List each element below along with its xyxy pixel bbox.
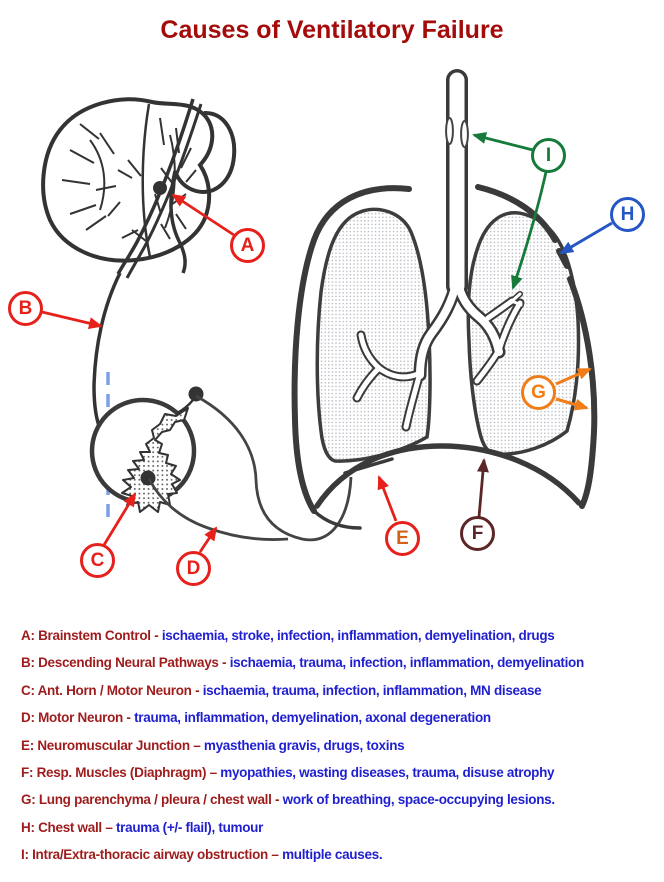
label-h: H — [610, 197, 645, 232]
label-c: C — [80, 543, 115, 578]
legend-item-g — [21, 786, 657, 813]
legend-causes: multiple causes. — [282, 847, 383, 863]
legend-causes: ischaemia, trauma, infection, inflammation, MN disease — [202, 682, 542, 698]
legend-term: H: Chest wall – — [21, 819, 116, 835]
label-d: D — [176, 551, 211, 586]
left-lung — [317, 209, 430, 461]
arrow-f — [479, 460, 484, 517]
legend-causes: myopathies, wasting diseases, trauma, disuse atrophy — [220, 765, 555, 781]
label-e: E — [385, 521, 420, 556]
legend-term: G: Lung parenchyma / pleura / chest wall - — [21, 792, 283, 808]
legend-item-c — [21, 677, 657, 704]
legend-causes: ischaemia, trauma, infection, inflammation, demyelination — [229, 655, 584, 671]
legend-item-a — [21, 622, 657, 649]
arrow-i-trachea — [474, 135, 533, 150]
legend-term: C: Ant. Horn / Motor Neuron - — [21, 682, 203, 698]
legend-item-d — [21, 704, 657, 731]
brainstem-control-dot — [153, 181, 167, 195]
arrow-h — [561, 223, 612, 253]
anterior-horn-cell-dot — [141, 471, 156, 486]
airway-obstruction-right — [461, 121, 468, 147]
legend-causes: trauma (+/- flail), tumour — [115, 819, 264, 835]
legend-causes: trauma, inflammation, demyelination, axonal degeneration — [134, 710, 491, 726]
arrow-c — [104, 494, 135, 545]
legend-causes: work of breathing, space-occupying lesions. — [282, 792, 555, 808]
anatomy-diagram — [0, 60, 664, 618]
arrow-e — [379, 477, 396, 521]
legend — [21, 622, 657, 869]
legend-causes: ischaemia, stroke, infection, inflammation, demyelination, drugs — [161, 628, 555, 643]
legend-item-i — [21, 841, 657, 868]
legend-causes: myasthenia gravis, drugs, toxins — [203, 737, 405, 753]
legend-item-e — [21, 732, 657, 759]
legend-item-f — [21, 759, 657, 786]
label-f: F — [460, 516, 495, 551]
legend-term: B: Descending Neural Pathways - — [21, 655, 230, 671]
legend-item-b — [21, 649, 657, 676]
label-a: A — [230, 228, 265, 263]
legend-term: F: Resp. Muscles (Diaphragm) – — [21, 765, 221, 781]
arrow-d — [200, 528, 216, 552]
legend-term: E: Neuromuscular Junction – — [21, 737, 204, 753]
page-title: Causes of Ventilatory Failure — [160, 16, 504, 44]
arrow-b — [42, 312, 101, 326]
legend-term: D: Motor Neuron - — [21, 710, 135, 726]
label-b: B — [8, 291, 43, 326]
legend-term: I: Intra/Extra-thoracic airway obstruction – — [21, 847, 283, 863]
label-i: I — [531, 138, 566, 173]
legend-item-h — [21, 814, 657, 841]
right-lung — [468, 213, 578, 454]
airway-obstruction-left — [446, 118, 453, 144]
label-g: G — [521, 375, 556, 410]
legend-term: A: Brainstem Control - — [21, 628, 162, 643]
